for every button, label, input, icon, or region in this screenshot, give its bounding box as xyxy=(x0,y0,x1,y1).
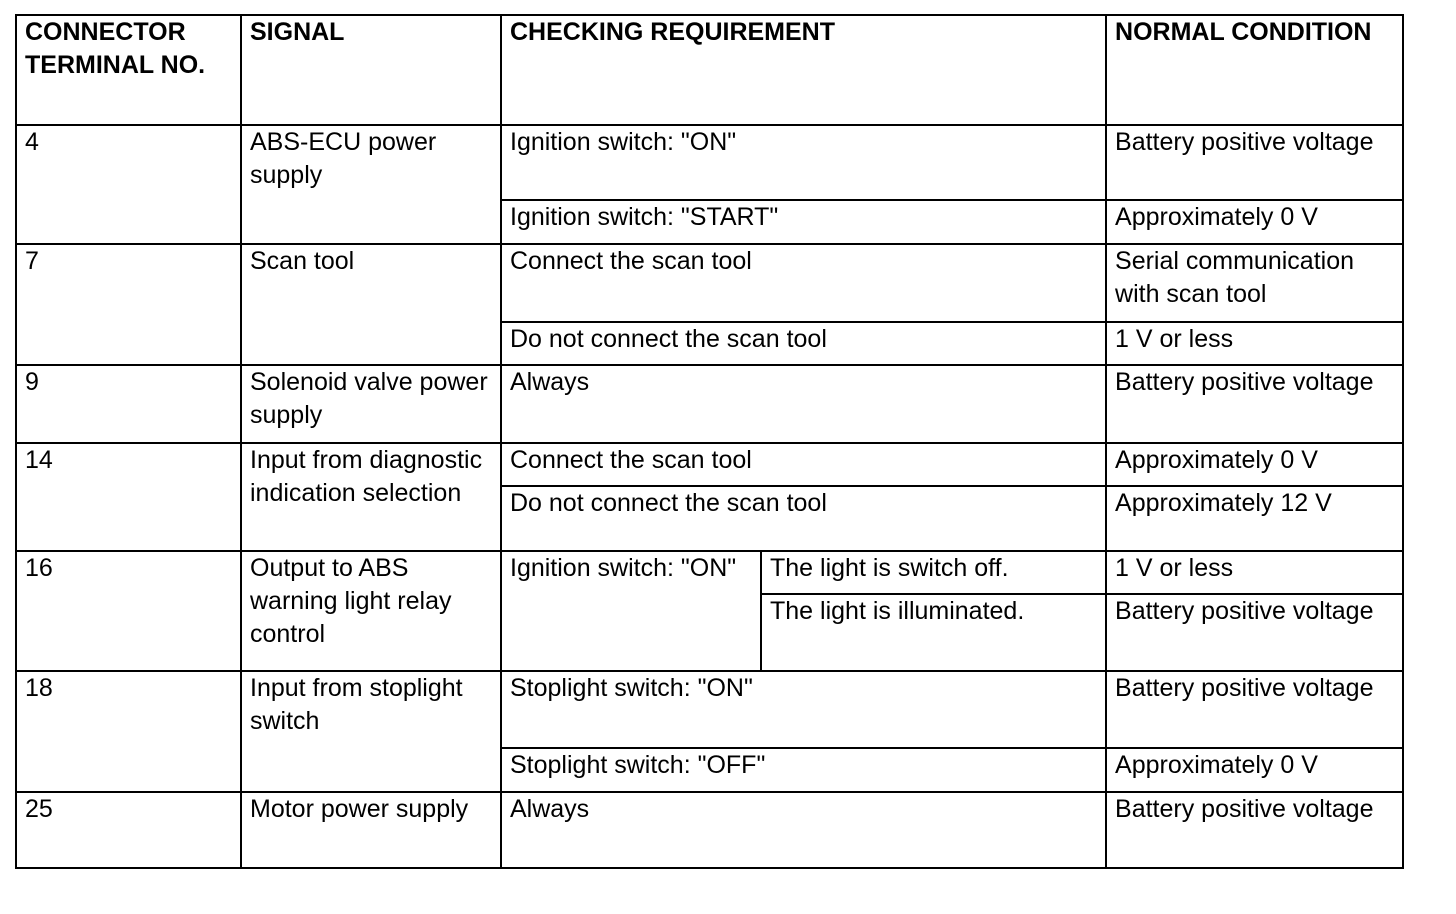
requirement-cell: Always xyxy=(501,792,1106,868)
table-row xyxy=(16,792,1403,868)
table-row xyxy=(16,443,1403,486)
requirement-cell: Always xyxy=(501,365,1106,443)
condition-cell: Battery positive voltage xyxy=(1106,594,1403,671)
signal-cell: Input from diagnostic indication selection xyxy=(241,443,501,551)
signal-cell: Solenoid valve power supply xyxy=(241,365,501,443)
header-normal-condition: NORMAL CONDITION xyxy=(1106,15,1403,125)
table-row xyxy=(16,244,1403,322)
requirement-cell: Connect the scan tool xyxy=(501,443,1106,486)
requirement-cell: Stoplight switch: "ON" xyxy=(501,671,1106,748)
header-connector-terminal: CONNECTOR TERMINAL NO. xyxy=(16,15,241,125)
header-signal: SIGNAL xyxy=(241,15,501,125)
terminal-cell: 25 xyxy=(16,792,241,868)
requirement-cell: Connect the scan tool xyxy=(501,244,1106,322)
condition-cell: Approximately 0 V xyxy=(1106,200,1403,244)
sub-requirement-cell: The light is switch off. xyxy=(761,551,1106,594)
requirement-cell: Do not connect the scan tool xyxy=(501,322,1106,365)
condition-cell: 1 V or less xyxy=(1106,322,1403,365)
condition-cell: Approximately 0 V xyxy=(1106,443,1403,486)
terminal-cell: 4 xyxy=(16,125,241,244)
table-row xyxy=(16,551,1403,594)
condition-cell: Battery positive voltage xyxy=(1106,125,1403,200)
signal-cell: Scan tool xyxy=(241,244,501,365)
requirement-cell: Ignition switch: "ON" xyxy=(501,125,1106,200)
condition-cell: Battery positive voltage xyxy=(1106,671,1403,748)
condition-cell: Approximately 12 V xyxy=(1106,486,1403,551)
requirement-cell: Stoplight switch: "OFF" xyxy=(501,748,1106,792)
condition-cell: Battery positive voltage xyxy=(1106,792,1403,868)
condition-cell: Serial communication with scan tool xyxy=(1106,244,1403,322)
condition-cell: 1 V or less xyxy=(1106,551,1403,594)
table-row xyxy=(16,365,1403,443)
sub-requirement-cell: The light is illuminated. xyxy=(761,594,1106,671)
signal-cell: ABS-ECU power supply xyxy=(241,125,501,244)
terminal-cell: 18 xyxy=(16,671,241,792)
header-checking-requirement: CHECKING REQUIREMENT xyxy=(501,15,1106,125)
terminal-cell: 14 xyxy=(16,443,241,551)
requirement-cell: Ignition switch: "ON" xyxy=(501,551,761,671)
terminal-cell: 9 xyxy=(16,365,241,443)
table-row xyxy=(16,671,1403,748)
table-row xyxy=(16,125,1403,200)
terminal-cell: 16 xyxy=(16,551,241,671)
requirement-cell: Ignition switch: "START" xyxy=(501,200,1106,244)
condition-cell: Battery positive voltage xyxy=(1106,365,1403,443)
signal-cell: Input from stoplight switch xyxy=(241,671,501,792)
header-row xyxy=(16,15,1403,125)
terminal-cell: 7 xyxy=(16,244,241,365)
requirement-cell: Do not connect the scan tool xyxy=(501,486,1106,551)
signal-cell: Motor power supply xyxy=(241,792,501,868)
connector-terminal-table xyxy=(15,14,1404,869)
signal-cell: Output to ABS warning light relay control xyxy=(241,551,501,671)
condition-cell: Approximately 0 V xyxy=(1106,748,1403,792)
